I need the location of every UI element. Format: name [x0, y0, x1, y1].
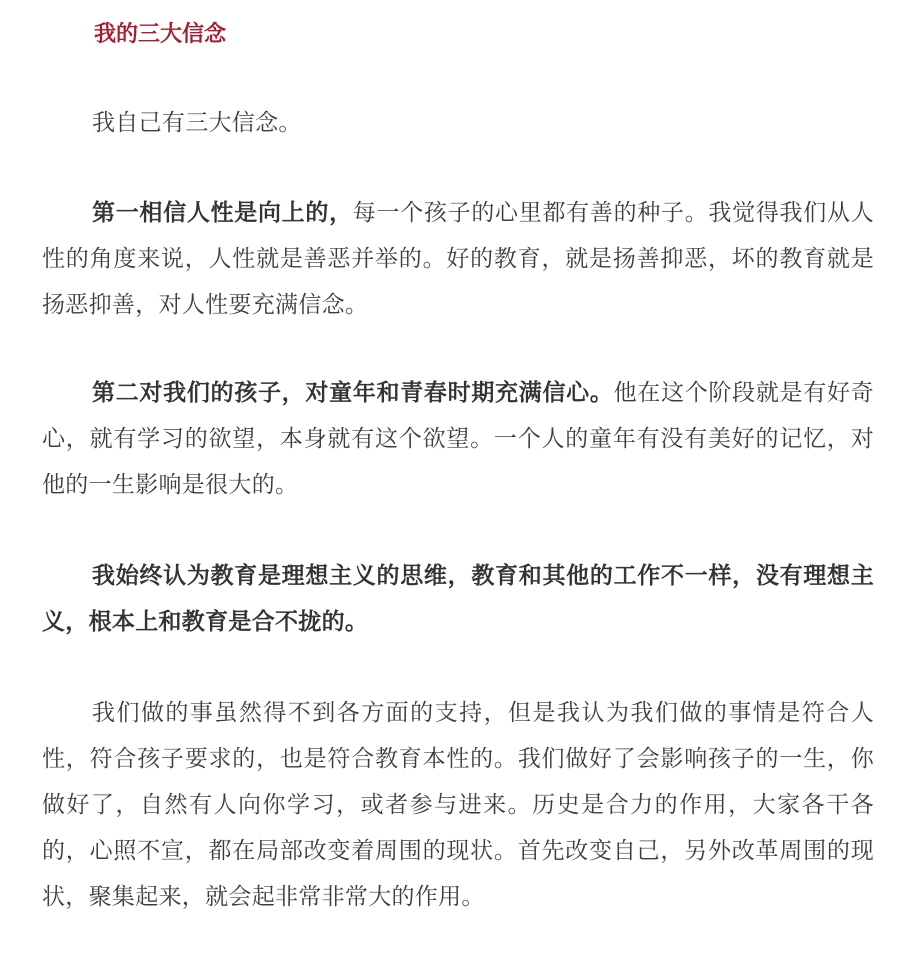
belief-three-paragraph [42, 553, 874, 645]
belief-two-lead: 第二对我们的孩子，对童年和青春时期充满信心。 [92, 380, 614, 406]
belief-three-lead: 我始终认为教育是理想主义的思维，教育和其他的工作不一样，没有理想主义，根本上和教育是合不拢的。 [42, 563, 874, 635]
closing-paragraph: 我们做的事虽然得不到各方面的支持，但是我认为我们做的事情是符合人性，符合孩子要求的，也是符合教育本性的。我们做好了会影响孩子的一生，你做好了，自然有人向你学习，或者参与进来。历史是合力的作用，大家各干各的，心照不宣，都在局部改变着周围的现状。首先改变自己，另外改革周围的现状，聚集起来，就会起非常非常大的作用。 [42, 700, 874, 910]
intro-paragraph: 我自己有三大信念。 [92, 110, 302, 136]
section-heading: 我的三大信念 [94, 22, 227, 47]
belief-one-text: 每一个孩子的心里都有善的种子。我觉得我们从人性的角度来说，人性就是善恶并举的。好的教育，就是扬善抑恶，坏的教育就是扬恶抑善，对人性要充满信念。 [42, 200, 874, 318]
belief-one-paragraph [42, 190, 874, 328]
belief-two-text: 他在这个阶段就是有好奇心，就有学习的欲望，本身就有这个欲望。一个人的童年有没有美好的记忆，对他的一生影响是很大的。 [42, 380, 874, 498]
belief-two-paragraph [42, 370, 874, 508]
belief-one-lead: 第一相信人性是向上的， [92, 200, 353, 226]
